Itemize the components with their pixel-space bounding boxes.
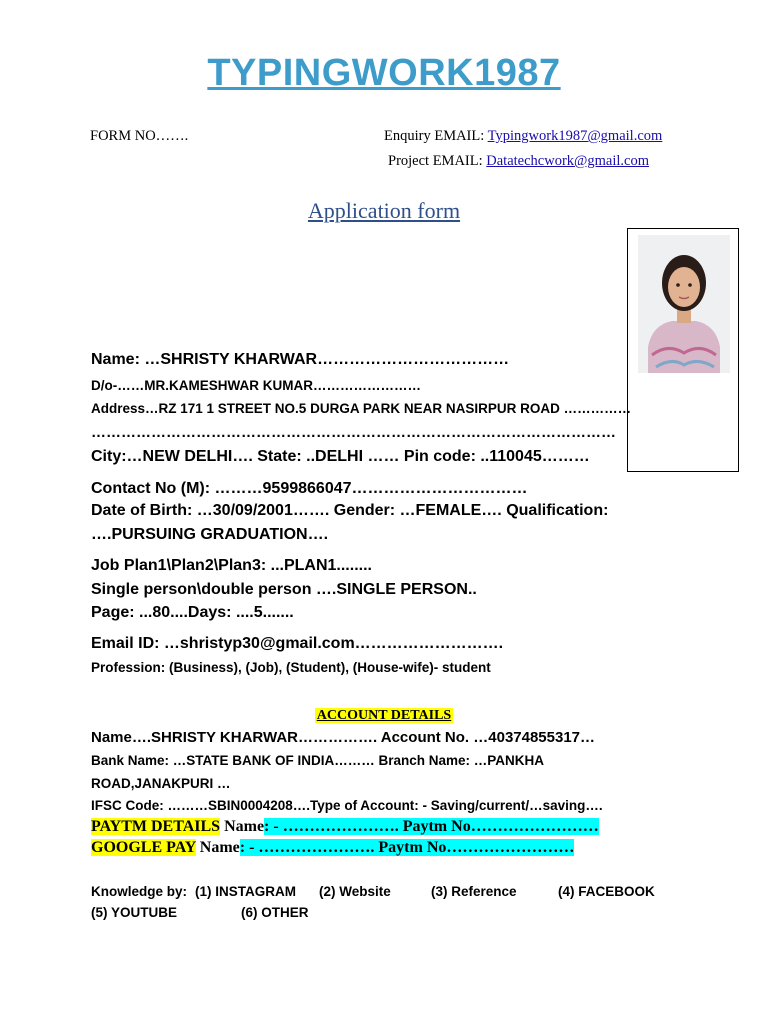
photo-frame	[627, 228, 739, 472]
knowledge-option-website: (2) Website	[319, 884, 391, 899]
enquiry-email-label: Enquiry EMAIL:	[384, 128, 485, 144]
bank-name-field: Bank Name: …STATE BANK OF INDIA……… Branch Name: …PANKHA	[91, 753, 545, 768]
enquiry-email-link[interactable]: Typingwork1987@gmail.com	[487, 128, 663, 144]
form-number: FORM NO…….	[90, 128, 189, 144]
google-pay-name-label: Name	[195, 839, 240, 856]
person-type-field: Single person\double person ….SINGLE PERSON..	[91, 581, 477, 598]
project-email-link[interactable]: Datatechcwork@gmail.com	[486, 153, 649, 169]
account-details-label: ACCOUNT DETAILS	[316, 708, 452, 723]
account-name-field: Name….SHRISTY KHARWAR……………. Account No. …40374855317…	[91, 729, 596, 746]
branch-continuation: ROAD,JANAKPURI …	[91, 776, 231, 791]
project-email-row	[388, 153, 649, 170]
google-pay-label: GOOGLE PAY	[91, 839, 196, 856]
city-state-pin-field: City:…NEW DELHI…. State: ..DELHI …… Pin code: ..110045………	[91, 448, 590, 465]
enquiry-email-row	[384, 128, 662, 145]
email-field: Email ID: …shristyp30@gmail.com……………………….	[91, 635, 504, 652]
job-plan-field: Job Plan1\Plan2\Plan3: ...PLAN1........	[91, 557, 372, 574]
page-days-field: Page: ...80....Days: ....5.......	[91, 604, 294, 621]
google-pay-value: : - …………………. Paytm No……………………	[239, 839, 575, 856]
applicant-photo	[638, 235, 730, 373]
knowledge-label: Knowledge by:	[91, 884, 188, 899]
name-field: Name: …SHRISTY KHARWAR………………………………	[91, 351, 510, 368]
paytm-details-value: : - …………………. Paytm No……………………	[264, 818, 599, 835]
knowledge-option-facebook: (4) FACEBOOK	[558, 884, 655, 899]
address-continuation: ……………………………………………………………………………………………	[91, 424, 616, 441]
paytm-details-label: PAYTM DETAILS	[91, 818, 221, 835]
brand-title: TYPINGWORK1987	[207, 52, 561, 94]
form-title: Application form	[307, 198, 461, 223]
knowledge-option-reference: (3) Reference	[431, 884, 517, 899]
applicant-photo-graphic	[638, 235, 730, 373]
paytm-details-row	[91, 818, 599, 836]
knowledge-option-youtube: (5) YOUTUBE	[91, 905, 178, 920]
knowledge-option-instagram: (1) INSTAGRAM	[195, 884, 296, 899]
ifsc-field: IFSC Code: ………SBIN0004208….Type of Account: - Saving/current/…saving….	[91, 798, 603, 813]
google-pay-row	[91, 839, 574, 857]
contact-field: Contact No (M): ………9599866047……………………………	[91, 480, 528, 497]
project-email-label: Project EMAIL:	[388, 153, 483, 169]
father-name-field: D/o-……MR.KAMESHWAR KUMAR……………………	[91, 378, 421, 393]
address-field: Address…RZ 171 1 STREET NO.5 DURGA PARK NEAR NASIRPUR ROAD ……………	[91, 401, 632, 416]
dob-gender-field: Date of Birth: …30/09/2001……. Gender: …FEMALE…. Qualification:	[91, 502, 609, 519]
knowledge-option-other: (6) OTHER	[241, 905, 309, 920]
profession-field: Profession: (Business), (Job), (Student), (House-wife)- student	[91, 660, 491, 675]
account-details-title	[0, 708, 768, 724]
qualification-field: ….PURSUING GRADUATION….	[91, 526, 329, 543]
paytm-name-label: Name	[220, 818, 265, 835]
